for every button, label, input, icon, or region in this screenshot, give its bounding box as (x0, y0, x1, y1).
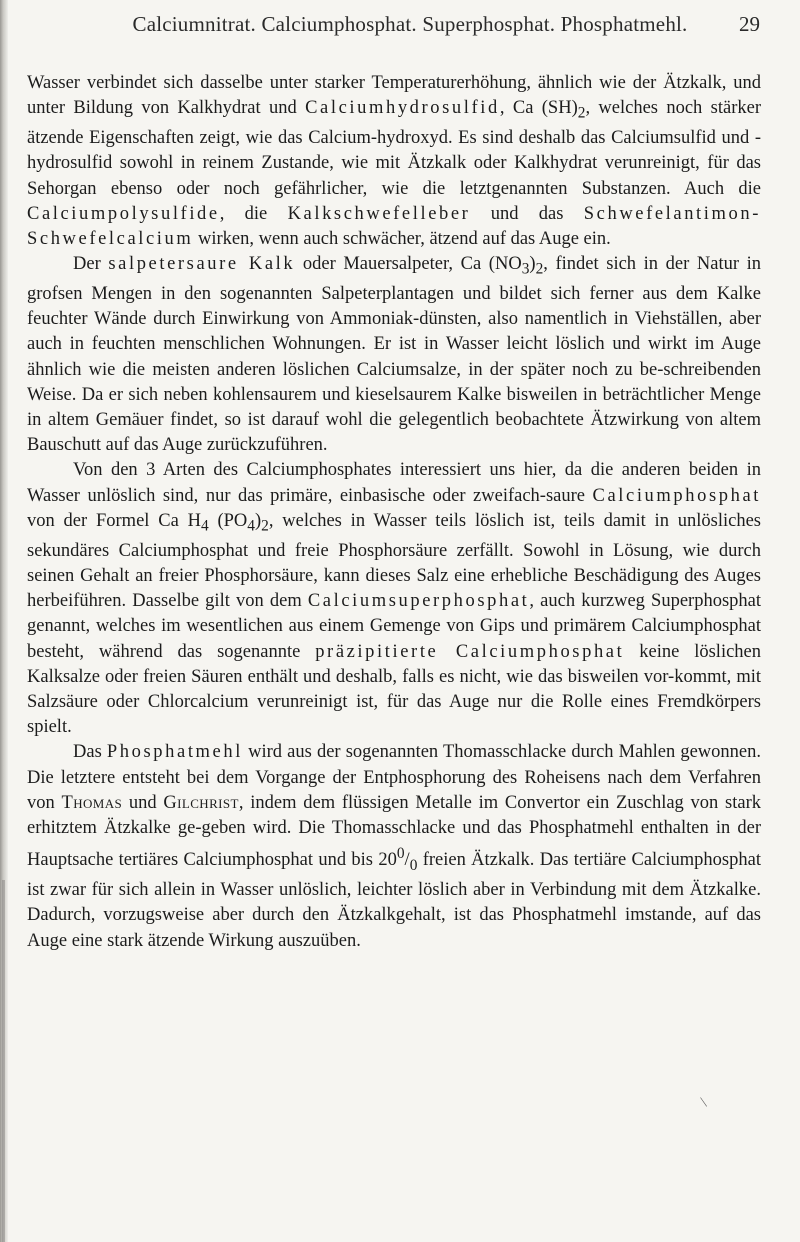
paragraph-calcium-nitrate (27, 252, 761, 458)
text-run: oder Mauersalpeter, Ca (NO (295, 254, 522, 275)
text-run: / (404, 850, 410, 871)
spaced-term: Calciumphosphat (592, 485, 761, 506)
subscript: 0 (409, 857, 418, 874)
text-run: , welches in Wasser teils löslich ist, teils damit in unlösliches sekundäres Calciumphosphat und freie Phosphorsäure zerfällt. Sowohl in Lösung, wie durch seinen Gehalt an freier Phosphorsäure, kann dieses Salz eine erhebliche Beschädigung des Auges herbeiführen. Dasselbe gilt von dem (27, 510, 761, 612)
text-run: (PO (208, 510, 248, 531)
paragraph-calcium-phosphate (27, 458, 761, 740)
text-run: keine löslichen Kalksalze oder freien Säuren enthält und deshalb, falls es nicht, wie das bisweilen vor-kommt, mit Salzsäure oder Chlorcalcium verunreinigt ist, für das Auge nur die Rolle eines Fremdkörpers spielt. (27, 641, 762, 738)
running-head: Calciumnitrat. Calciumphosphat. Superphosphat. Phosphatmehl. (132, 12, 688, 36)
text-run: , die (219, 203, 288, 224)
superscript: 0 (396, 845, 405, 863)
subscript: 2 (535, 260, 544, 278)
text-run: ) (529, 254, 536, 275)
subscript: 2 (577, 104, 586, 122)
author-name: Gilchrist (163, 792, 239, 813)
stray-pencil-mark: | (697, 1094, 708, 1108)
page-binding-edge (0, 0, 8, 1242)
spaced-term: Kalkschwefelleber (287, 203, 471, 224)
text-run: freien Ätzkalk. Das tertiäre Calciumphosphat ist zwar für sich allein in Wasser unlöslich, leichter löslich aber in Verbindung mit dem Ätzkalke. Dadurch, vorzugsweise aber durch den Ätzkalkgehalt, ist das Phosphatmehl imstande, auf das Auge eine stark ätzende Wirkung auszuüben. (27, 850, 761, 951)
text-run: Von den 3 Arten des Calciumphosphates interessiert uns hier, da die anderen beiden in Wasser unlöslich sind, nur das primäre, einbasische oder zweifach-saure (27, 460, 761, 506)
text-run: , indem dem flüssigen Metalle im Convertor ein Zuschlag von stark erhitztem Ätzkalke ge-geben wird. Die Thomasschlacke und das Phosphatmehl enthalten in der Hauptsache tertiäres Calciumphosphat und bis 20 (27, 792, 762, 871)
spaced-term: salpetersaure Kalk (108, 254, 296, 275)
subscript: 3 (521, 260, 530, 278)
text-run: , findet sich in der Natur in grofsen Mengen in den sogenannten Salpeterplantagen und bildet sich ferner aus dem Kalke feuchter Wände durch Einwirkung von Ammoniak-dünsten, also namentlich in Viehställen, aber auch in feuchten menschlichen Wohnungen. Er ist in Wasser leicht löslich und wirkt im Auge ähnlich wie die meisten anderen löslichen Calciumsalze, in der später noch zu be-schreibenden Weise. Da er sich neben kohlensaurem und kieselsaurem Kalke bisweilen in beträchtlicher Menge in altem Gemäuer findet, so ist darauf wohl die gelegentlich beobachtete Ätzwirkung von altem Bauschutt auf das Auge zurückzuführen. (27, 254, 761, 456)
text-run: und (122, 792, 164, 813)
page-number: 29 (739, 12, 760, 36)
subscript: 2 (261, 517, 269, 535)
text-run: , Ca (SH) (499, 98, 578, 119)
text-run: ) (254, 510, 262, 531)
text-run: wird aus der sogenannten Thomasschlacke durch Mahlen gewonnen. Die letztere entsteht bei dem Vorgange der Entphosphorung des Roheisens nach dem Verfahren von (27, 742, 761, 813)
spaced-term: Calciumhydrosulfid (305, 98, 500, 119)
text-run: Der (73, 254, 109, 275)
text-run: Das (73, 742, 107, 763)
body-text (27, 71, 761, 954)
subscript: 4 (247, 517, 255, 535)
paragraph-phosphate-meal (27, 740, 761, 953)
spaced-term: Schwefelantimon-Schwefelcalcium (27, 203, 761, 249)
text-run: Wasser verbindet sich dasselbe unter starker Temperaturerhöhung, ähnlich wie der Ätzkalk, und unter Bildung von Kalkhydrat und (27, 73, 761, 119)
text-run: von der Formel Ca H (27, 510, 201, 531)
spaced-term: präzipitierte Calciumphosphat (315, 641, 625, 662)
author-name: Thomas (61, 792, 123, 813)
text-run: , welches noch stärker ätzende Eigenschaften zeigt, wie das Calcium-hydroxyd. Es sind deshalb das Calciumsulfid und -hydrosulfid sowohl in reinem Zustande, wie mit Ätzkalk oder Kalkhydrat verunreinigt, für das Sehorgan ebenso oder noch gefährlicher, wie die letztgenannten Substanzen. Auch die (27, 98, 761, 199)
text-run: , auch kurzweg Superphosphat genannt, welches im wesentlichen aus einem Gemenge von Gips und primärem Calciumphosphat besteht, während das sogenannte (27, 591, 762, 662)
paragraph-calcium-sulfide (27, 71, 761, 252)
spaced-term: Calciumsuperphosphat (307, 591, 530, 612)
text-run: und das (470, 203, 584, 224)
spaced-term: Phosphatmehl (106, 742, 243, 763)
spaced-term: Calciumpolysulfide (27, 203, 220, 224)
text-run: wirken, wenn auch schwächer, ätzend auf das Auge ein. (193, 228, 611, 249)
page-header (0, 12, 800, 52)
subscript: 4 (200, 517, 209, 535)
